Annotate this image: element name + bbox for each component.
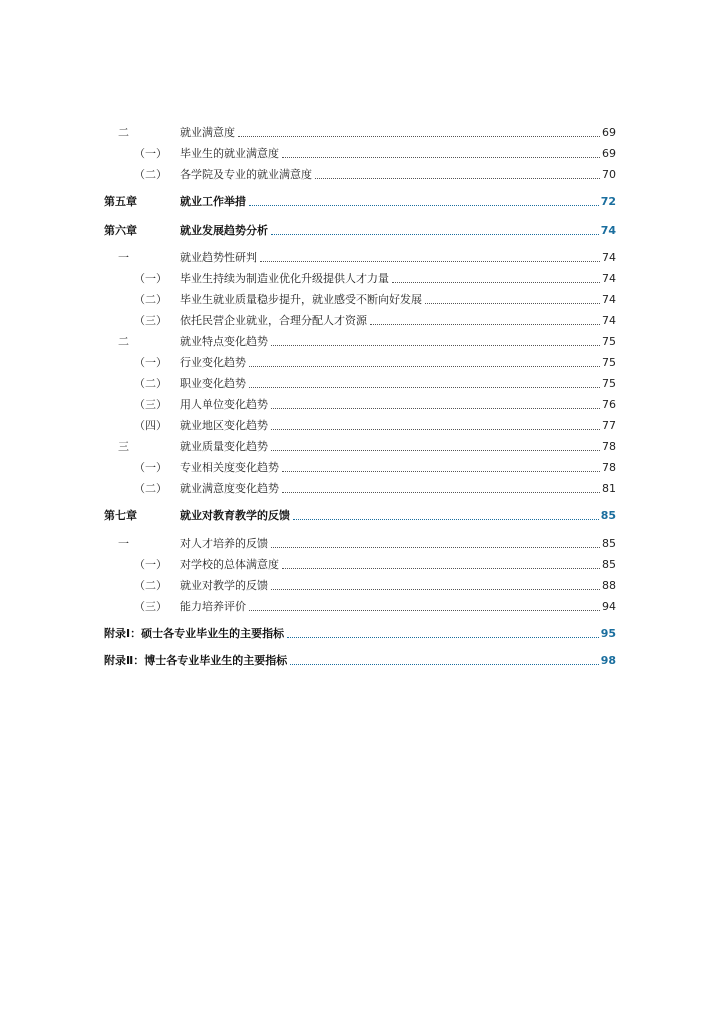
toc-entry-page: 72: [600, 195, 616, 208]
toc-entry-section[interactable]: [104, 249, 616, 265]
dot-leader: [370, 324, 600, 325]
toc-entry-page: 85: [602, 537, 616, 550]
toc-entry-title: 用人单位变化趋势: [180, 398, 268, 411]
toc-entry-number: （三）: [134, 398, 167, 411]
toc-entry-subsection[interactable]: [104, 577, 616, 593]
toc-entry-number: （二）: [134, 377, 167, 390]
toc-entry-subsection[interactable]: [104, 291, 616, 307]
toc-entry-subsection[interactable]: [104, 396, 616, 412]
toc-entry-page: 88: [602, 579, 616, 592]
toc-entry-title: 就业对教学的反馈: [180, 579, 268, 592]
toc-entry-page: 94: [602, 600, 616, 613]
toc-entry-subsection[interactable]: [104, 270, 616, 286]
toc-entry-number: （一）: [134, 461, 167, 474]
toc-entry-title: 毕业生持续为制造业优化升级提供人才力量: [180, 272, 389, 285]
toc-entry-subsection[interactable]: [104, 354, 616, 370]
toc-entry-title: 就业质量变化趋势: [180, 440, 268, 453]
toc-entry-number: 第五章: [104, 195, 137, 208]
toc-entry-chapter[interactable]: [104, 222, 616, 238]
toc-entry-title: 依托民营企业就业，合理分配人才资源: [180, 314, 367, 327]
toc-entry-title: 各学院及专业的就业满意度: [180, 168, 312, 181]
dot-leader: [249, 610, 600, 611]
toc-entry-subsection[interactable]: [104, 145, 616, 161]
toc-entry-page: 81: [602, 482, 616, 495]
toc-entry-page: 77: [602, 419, 616, 432]
dot-leader: [238, 136, 600, 137]
dot-leader: [392, 282, 600, 283]
toc-entry-subsection[interactable]: [104, 417, 616, 433]
dot-leader: [425, 303, 600, 304]
toc-entry-page: 78: [602, 440, 616, 453]
toc-entry-page: 74: [602, 314, 616, 327]
toc-entry-title: 就业工作举措: [180, 195, 246, 208]
toc-entry-page: 76: [602, 398, 616, 411]
toc-entry-page: 78: [602, 461, 616, 474]
toc-entry-page: 69: [602, 126, 616, 139]
toc-entry-subsection[interactable]: [104, 166, 616, 182]
dot-leader: [282, 568, 600, 569]
toc-entry-title: 毕业生的就业满意度: [180, 147, 279, 160]
dot-leader: [293, 519, 599, 520]
toc-entry-number: 三: [118, 440, 129, 453]
toc-entry-subsection[interactable]: [104, 480, 616, 496]
toc-entry-appendix[interactable]: [104, 625, 616, 641]
toc-entry-number: （三）: [134, 314, 167, 327]
dot-leader: [271, 429, 600, 430]
toc-entry-number: （一）: [134, 272, 167, 285]
toc-entry-number: （一）: [134, 558, 167, 571]
toc-entry-number: （二）: [134, 168, 167, 181]
dot-leader: [290, 664, 598, 665]
dot-leader: [282, 471, 600, 472]
dot-leader: [282, 157, 600, 158]
toc-entry-number: （二）: [134, 293, 167, 306]
dot-leader: [260, 261, 600, 262]
toc-entry-page: 74: [602, 272, 616, 285]
toc-entry-subsection[interactable]: [104, 375, 616, 391]
dot-leader: [271, 234, 599, 235]
toc-entry-title: 就业特点变化趋势: [180, 335, 268, 348]
toc-entry-title: 对人才培养的反馈: [180, 537, 268, 550]
toc-entry-title: 就业趋势性研判: [180, 251, 257, 264]
dot-leader: [249, 387, 600, 388]
toc-entry-title: 就业满意度变化趋势: [180, 482, 279, 495]
toc-entry-title: 就业发展趋势分析: [180, 224, 268, 237]
dot-leader: [249, 366, 600, 367]
toc-entry-title: 就业对教育教学的反馈: [180, 509, 290, 522]
toc-entry-title: 职业变化趋势: [180, 377, 246, 390]
toc-entry-section[interactable]: [104, 535, 616, 551]
toc-entry-number: 二: [118, 335, 129, 348]
dot-leader: [271, 547, 600, 548]
toc-entry-page: 85: [602, 558, 616, 571]
toc-entry-page: 74: [602, 293, 616, 306]
toc-entry-number: 一: [118, 537, 129, 550]
toc-entry-title: 毕业生就业质量稳步提升，就业感受不断向好发展: [180, 293, 422, 306]
dot-leader: [271, 589, 600, 590]
toc-entry-page: 95: [600, 627, 616, 640]
toc-entry-subsection[interactable]: [104, 556, 616, 572]
dot-leader: [315, 178, 600, 179]
toc-entry-section[interactable]: [104, 438, 616, 454]
toc-entry-title: 对学校的总体满意度: [180, 558, 279, 571]
dot-leader: [271, 408, 600, 409]
toc-entry-appendix[interactable]: [104, 652, 616, 668]
toc-entry-page: 69: [602, 147, 616, 160]
toc-entry-section[interactable]: [104, 333, 616, 349]
dot-leader: [271, 345, 600, 346]
dot-leader: [249, 205, 599, 206]
toc-entry-title: 行业变化趋势: [180, 356, 246, 369]
toc-entry-page: 70: [602, 168, 616, 181]
toc-entry-page: 74: [600, 224, 616, 237]
dot-leader: [287, 637, 599, 638]
toc-entry-number: 第七章: [104, 509, 137, 522]
toc-entry-page: 75: [602, 335, 616, 348]
toc-entry-page: 98: [600, 654, 616, 667]
toc-entry-page: 74: [602, 251, 616, 264]
toc-entry-title: 附录Ⅰ：硕士各专业毕业生的主要指标: [104, 627, 285, 640]
dot-leader: [282, 492, 600, 493]
toc-entry-number: （三）: [134, 600, 167, 613]
toc-entry-section[interactable]: [104, 124, 616, 140]
toc-entry-number: （二）: [134, 482, 167, 495]
toc-entry-number: （四）: [134, 419, 167, 432]
toc-entry-title: 专业相关度变化趋势: [180, 461, 279, 474]
toc-entry-number: （一）: [134, 147, 167, 160]
toc-entry-title: 附录Ⅱ：博士各专业毕业生的主要指标: [104, 654, 288, 667]
toc-entry-number: （二）: [134, 579, 167, 592]
toc-entry-page: 75: [602, 356, 616, 369]
toc-entry-title: 就业地区变化趋势: [180, 419, 268, 432]
toc-entry-subsection[interactable]: [104, 459, 616, 475]
dot-leader: [271, 450, 600, 451]
toc-entry-title: 就业满意度: [180, 126, 235, 139]
toc-entry-chapter[interactable]: [104, 193, 616, 209]
toc-entry-page: 85: [600, 509, 616, 522]
toc-entry-subsection[interactable]: [104, 312, 616, 328]
toc-entry-title: 能力培养评价: [180, 600, 246, 613]
toc-entry-page: 75: [602, 377, 616, 390]
toc-entry-number: （一）: [134, 356, 167, 369]
toc-entry-chapter[interactable]: [104, 507, 616, 523]
toc-entry-number: 二: [118, 126, 129, 139]
toc-entry-number: 一: [118, 251, 129, 264]
toc-entry-subsection[interactable]: [104, 598, 616, 614]
toc-entry-number: 第六章: [104, 224, 137, 237]
